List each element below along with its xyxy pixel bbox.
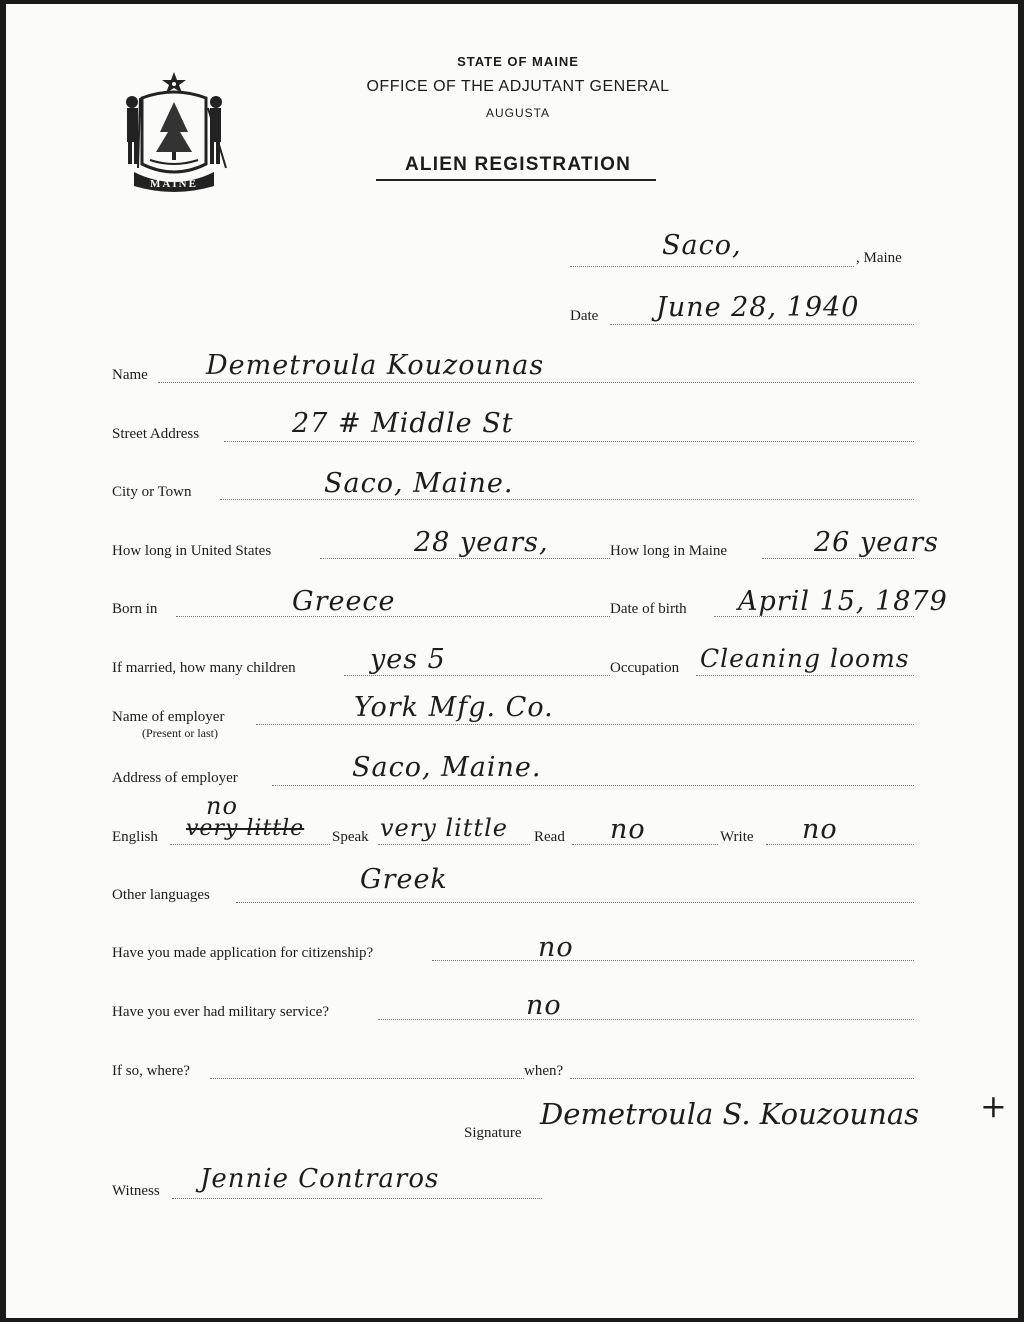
employer-address-line (272, 785, 914, 786)
employer-note: (Present or last) (142, 726, 218, 740)
registration-form (6, 4, 1018, 1318)
street-value: 27 # Middle St (292, 408, 514, 439)
how-long-maine-value: 26 years (814, 527, 940, 558)
when-line (570, 1078, 914, 1079)
street-line (224, 441, 914, 442)
occupation-value: Cleaning looms (700, 644, 910, 673)
citizenship-line (432, 960, 914, 961)
other-languages-value: Greek (360, 864, 448, 895)
if-so-where-line (210, 1078, 524, 1079)
english-struck-value: very little (186, 816, 305, 841)
street-label: Street Address (112, 426, 200, 442)
speak-line (378, 844, 530, 845)
title-underline (376, 179, 656, 181)
citizenship-label: Have you made application for citizenship? (112, 945, 374, 961)
married-label: If married, how many children (112, 660, 296, 676)
employer-label: Name of employer (112, 709, 225, 725)
military-label: Have you ever had military service? (112, 1004, 329, 1020)
date-line (610, 324, 914, 325)
english-line (170, 844, 330, 845)
english-correction-value: no (206, 792, 238, 820)
how-long-maine-label: How long in Maine (610, 543, 728, 559)
how-long-us-line (320, 558, 610, 559)
city-label: City or Town (112, 484, 192, 500)
english-label: English (112, 829, 158, 845)
header-city: AUGUSTA (485, 106, 551, 120)
occupation-label: Occupation (610, 660, 680, 676)
date-label: Date (570, 308, 599, 324)
town-line (570, 266, 854, 267)
town-value: Saco, (662, 230, 742, 261)
write-line (766, 844, 914, 845)
citizenship-value: no (538, 932, 574, 963)
signature-label: Signature (464, 1125, 522, 1141)
how-long-us-label: How long in United States (112, 543, 272, 559)
speak-label: Speak (332, 829, 369, 845)
speak-value: very little (380, 814, 508, 842)
witness-label: Witness (112, 1183, 160, 1199)
born-in-value: Greece (292, 586, 396, 617)
if-so-where-label: If so, where? (112, 1063, 190, 1079)
married-value: yes 5 (370, 644, 446, 675)
write-value: no (802, 814, 838, 845)
date-of-birth-value: April 15, 1879 (738, 586, 948, 617)
write-label: Write (720, 829, 754, 845)
header-office: OFFICE OF THE ADJUTANT GENERAL (366, 78, 670, 95)
witness-value: Jennie Contraros (200, 1164, 440, 1194)
how-long-us-value: 28 years, (414, 527, 549, 558)
born-in-label: Born in (112, 601, 158, 617)
other-languages-label: Other languages (112, 887, 210, 903)
occupation-line (696, 675, 914, 676)
maine-label: , Maine (856, 250, 902, 266)
city-value: Saco, Maine. (324, 468, 514, 499)
signature-mark: + (980, 1087, 1008, 1125)
name-label: Name (112, 367, 148, 383)
how-long-maine-line (762, 558, 914, 559)
date-value: June 28, 1940 (656, 292, 860, 323)
when-label: when? (524, 1063, 564, 1079)
name-line (158, 382, 914, 383)
form-title: ALIEN REGISTRATION (404, 154, 632, 175)
read-value: no (610, 814, 646, 845)
employer-address-label: Address of employer (112, 770, 238, 786)
city-line (220, 499, 914, 500)
witness-line (172, 1198, 542, 1199)
military-value: no (526, 990, 562, 1021)
seal-banner-text: MAINE (150, 178, 198, 190)
date-of-birth-label: Date of birth (610, 601, 687, 617)
signature-value: Demetroula S. Kouzounas (540, 1097, 920, 1131)
military-line (378, 1019, 914, 1020)
employer-address-value: Saco, Maine. (352, 752, 542, 783)
married-line (344, 675, 610, 676)
name-value: Demetroula Kouzounas (206, 350, 545, 381)
employer-value: York Mfg. Co. (354, 692, 554, 723)
employer-line (256, 724, 914, 725)
read-label: Read (534, 829, 565, 845)
header-state: STATE OF MAINE (457, 54, 579, 69)
other-languages-line (236, 902, 914, 903)
